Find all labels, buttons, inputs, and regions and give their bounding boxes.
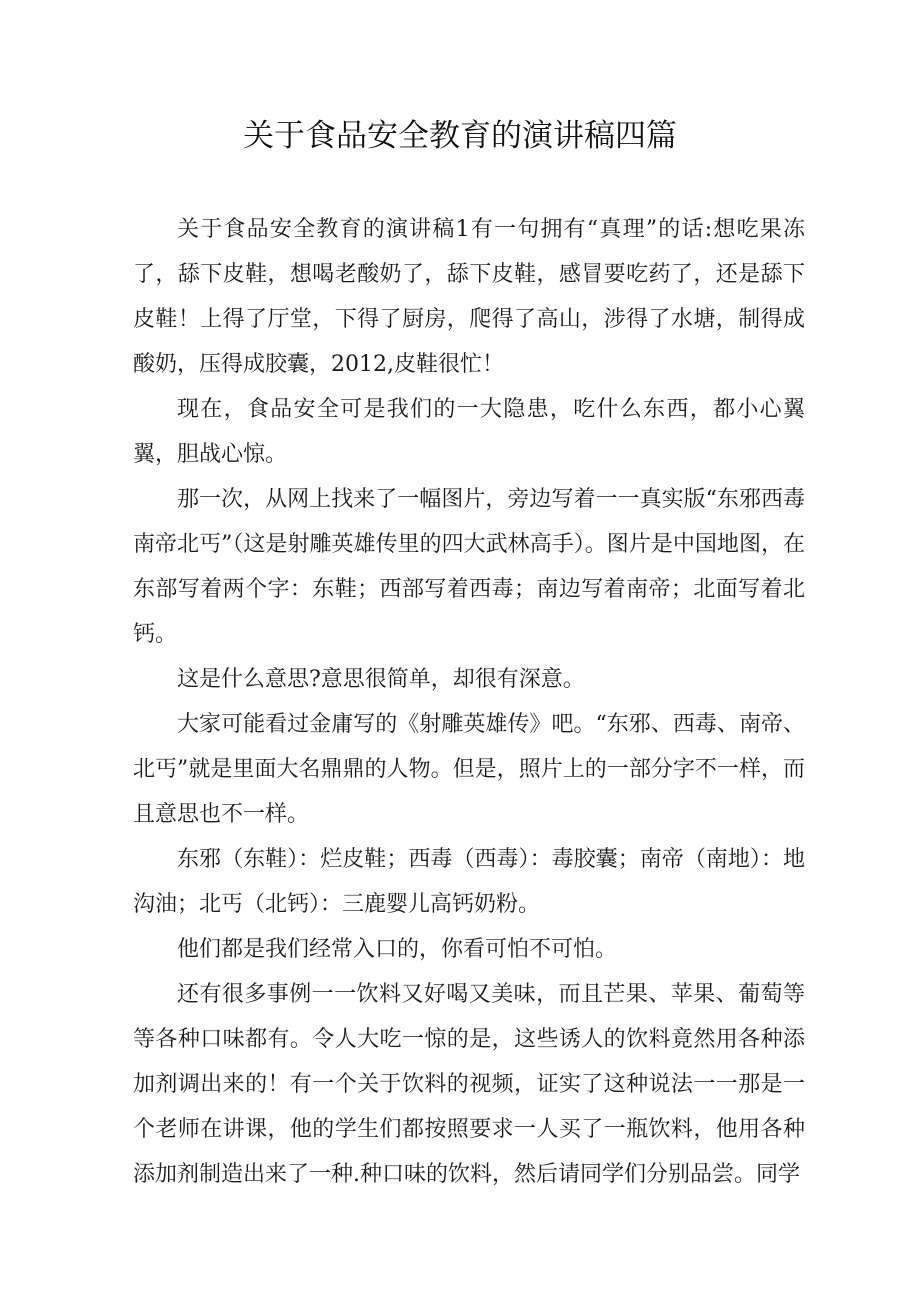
- document-body: [133, 207, 805, 1197]
- paragraph: 还有很多事例一一饮料又好喝又美味，而且芒果、苹果、葡萄等等各种口味都有。令人大吃一惊的是，这些诱人的饮料竟然用各种添加剂调出来的！有一个关于饮料的视频，证实了这种说法一一那是一个老师在讲课，他的学生们都按照要求一人买了一瓶饮料，他用各种添加剂制造出来了一种.种口味的饮料，然后请同学们分别品尝。同学: [133, 982, 805, 1187]
- paragraph: 现在，食品安全可是我们的一大隐患，吃什么东西，都小心翼翼，胆战心惊。: [133, 397, 805, 467]
- paragraph: 他们都是我们经常入口的，你看可怕不可怕。: [177, 937, 618, 962]
- paragraph: 东邪（东鞋）：烂皮鞋；西毒（西毒）：毒胶囊；南帝（南地）：地沟油；北丐（北钙）：三鹿婴儿高钙奶粉。: [133, 847, 805, 917]
- paragraph: 这是什么意思?意思很简单，却很有深意。: [177, 667, 585, 692]
- paragraph: 那一次，从网上找来了一幅图片，旁边写着一一真实版“东邪西毒南帝北丐”（这是射雕英雄传里的四大武林高手）。图片是中国地图，在东部写着两个字：东鞋；西部写着西毒；南边写着南帝；北面写着北钙。: [133, 487, 805, 647]
- paragraph: 关于食品安全教育的演讲稿1有一句拥有“真理”的话:想吃果冻了，舔下皮鞋，想喝老酸奶了，舔下皮鞋，感冒要吃药了，还是舔下皮鞋！上得了厅堂，下得了厨房，爬得了高山，涉得了水塘，制得成酸奶，压得成胶囊，2012,皮鞋很忙！: [133, 217, 805, 377]
- document-title: 关于食品安全教育的演讲稿四篇: [243, 118, 677, 154]
- paragraph: 大家可能看过金庸写的《射雕英雄传》吧。“东邪、西毒、南帝、北丐”就是里面大名鼎鼎的人物。但是，照片上的一部分字不一样，而且意思也不一样。: [133, 712, 805, 827]
